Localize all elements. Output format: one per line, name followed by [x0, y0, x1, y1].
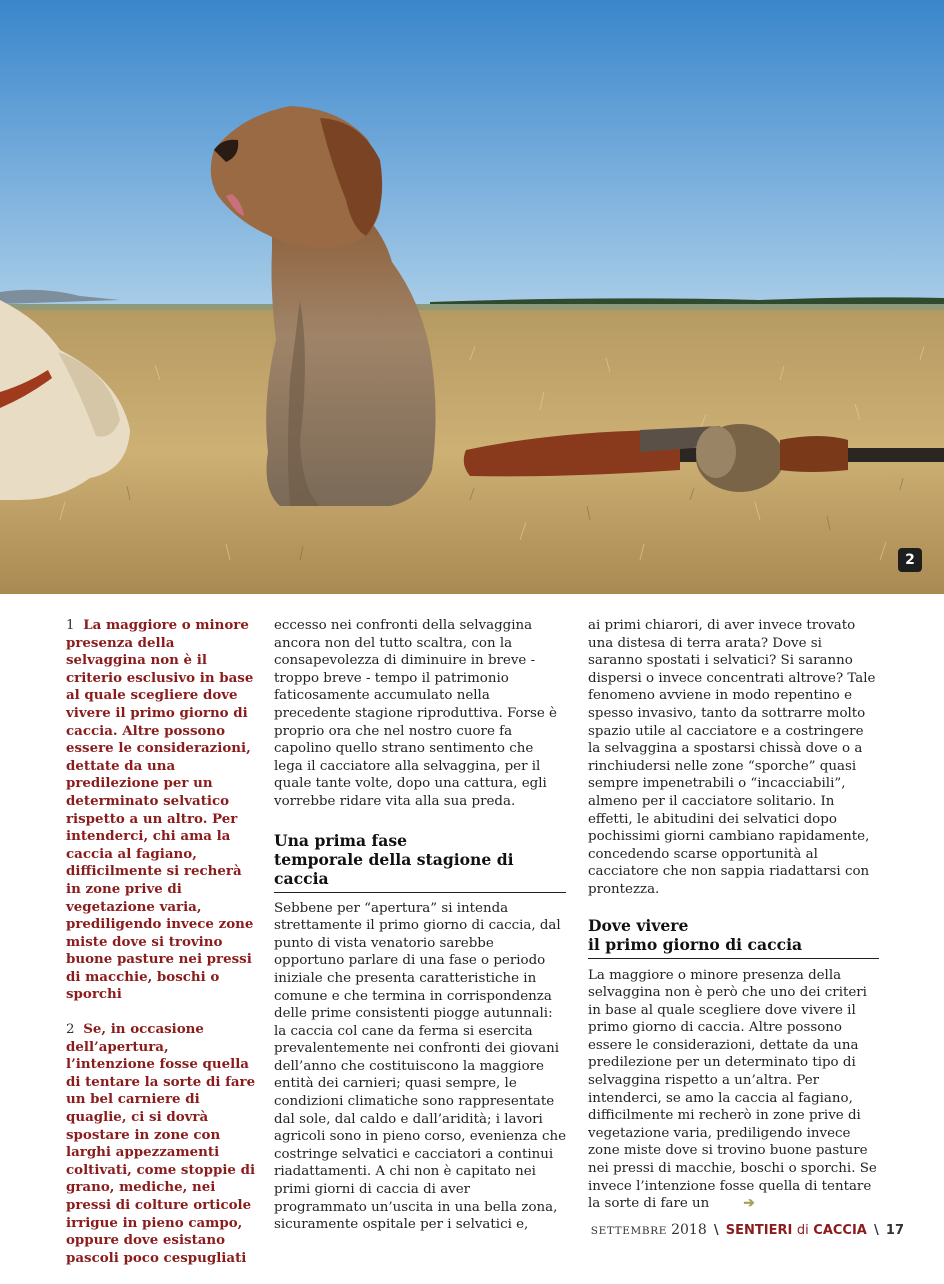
captions-column: [66, 617, 256, 1284]
photo-hunting-dog-field: [0, 0, 944, 594]
caption-1: [66, 617, 256, 1004]
caption-text: La maggiore o minore presenza della selvaggina non è il criterio esclusivo in base al quale scegliere dove vivere il primo giorno di caccia. Altre possono essere le considerazioni, dettate da una predilezione per un determinato selvatico rispetto a un altro. Per intenderci, chi ama la caccia al fagiano, difficilmente si recherà in zone prive di vegetazione varia, prediligendo invece zone miste dove si trovino buone pasture nei pressi di macchie, boschi o sporchi: [66, 617, 254, 1003]
footer-year: 2018: [671, 1222, 707, 1238]
hero-photo: [0, 0, 944, 594]
body-paragraph: [588, 967, 879, 1213]
caption-number: 2: [66, 1022, 75, 1038]
article-column-3: [588, 617, 879, 1213]
heading-line: temporale della stagione di caccia: [274, 849, 514, 888]
section-heading: [274, 831, 566, 893]
caption-number: 1: [66, 618, 75, 633]
page-footer: [591, 1222, 904, 1238]
section-heading: [588, 916, 879, 959]
heading-line: Dove vivere: [588, 915, 689, 935]
heading-line: Una prima fase: [274, 830, 408, 850]
magazine-name: SENTIERI di CACCIA: [725, 1223, 867, 1238]
body-paragraph: Sebbene per “apertura” si intenda strettamente il primo giorno di caccia, dal punto di vista venatorio sarebbe opportuno parlare di una fase o periodo iniziale che presenta caratteristiche in comune e che termina in corrispondenza delle prime consistenti piogge autunnali: la caccia col cane da ferma si esercita prevalentemente nei confronti dei giovani dell’anno che costituiscono la maggiore entità dei carnieri; quasi sempre, le condizioni climatiche sono rappresentate dal sole, dal caldo e dall’aridità; i lavori agricoli sono in pieno corso, evenienza che costringe selvatici e cacciatori a continui riadattamenti. A chi non è capitato nei primi giorni di caccia di aver programmato un’uscita in una bella zona, sicuramente ospitale per i selvatici e,: [274, 900, 567, 1233]
caption-2: [66, 1021, 256, 1267]
body-paragraph: ai primi chiarori, di aver invece trovato una distesa di terra arata? Dove si saranno spostati i selvatici? Si saranno dispersi o invece concentrati altrove? Tale fenomeno avviene in modo repentino e spesso invasivo, tanto da sottrarre molto spazio utile al cacciatore e a costringere la selvaggina a spostarsi chissà dove o a rinchiudersi nelle zone “sporche” quasi sempre impenetrabili o “incacciabili”, almeno per il cacciatore solitario. In effetti, le abitudini dei selvatici dopo pochissimi giorni cambiano rapidamente, concedendo scarse opportunità al cacciatore che non sappia riadattarsi con prontezza.: [588, 618, 876, 897]
page-number: 17: [885, 1223, 904, 1238]
article-column-2: [274, 617, 566, 1234]
footer-separator: \: [713, 1223, 719, 1238]
footer-separator: \: [874, 1223, 879, 1238]
caption-text: Se, in occasione dell’apertura, l’intenzione fosse quella di tentare la sorte di fare un bel carniere di quaglie, ci si dovrà spostare in zone con larghi appezzamenti coltivati, come stoppie di grano, mediche, nei pressi di colture orticole irrigue in pieno campo, oppure dove esistano pascoli poco cespugliati: [66, 1021, 256, 1266]
arrow-right-icon: ➔: [743, 1195, 755, 1212]
footer-month: SETTEMBRE: [590, 1225, 667, 1237]
photo-number-badge: 2: [898, 548, 922, 572]
heading-line: il primo giorno di caccia: [588, 934, 803, 954]
body-paragraph: eccesso nei confronti della selvaggina ancora non del tutto scaltra, con la consapevolezza di diminuire in breve - troppo breve - tempo il patrimonio faticosamente accumulato nella precedente stagione riproduttiva. Forse è proprio ora che nel nostro cuore fa capolino quello strano sentimento che lega il cacciatore alla selvaggina, per il quale tante volte, dopo una cattura, egli vorrebbe ridare vita alla sua preda.: [274, 618, 557, 809]
body-text: La maggiore o minore presenza della selvaggina non è però che uno dei criteri in base al quale scegliere dove vivere il primo giorno di caccia. Altre possono essere le considerazioni, dettate da una predilezione per un determinato tipo di selvaggina rispetto a un’altra. Per intenderci, se amo la caccia al fagiano, difficilmente mi recherò in zone prive di vegetazione varia, prediligendo invece zone miste dove si trovino buone pasture nei pressi di macchie, boschi o sporchi. Se invece l’intenzione fosse quella di tentare la sorte di fare un: [588, 967, 877, 1212]
